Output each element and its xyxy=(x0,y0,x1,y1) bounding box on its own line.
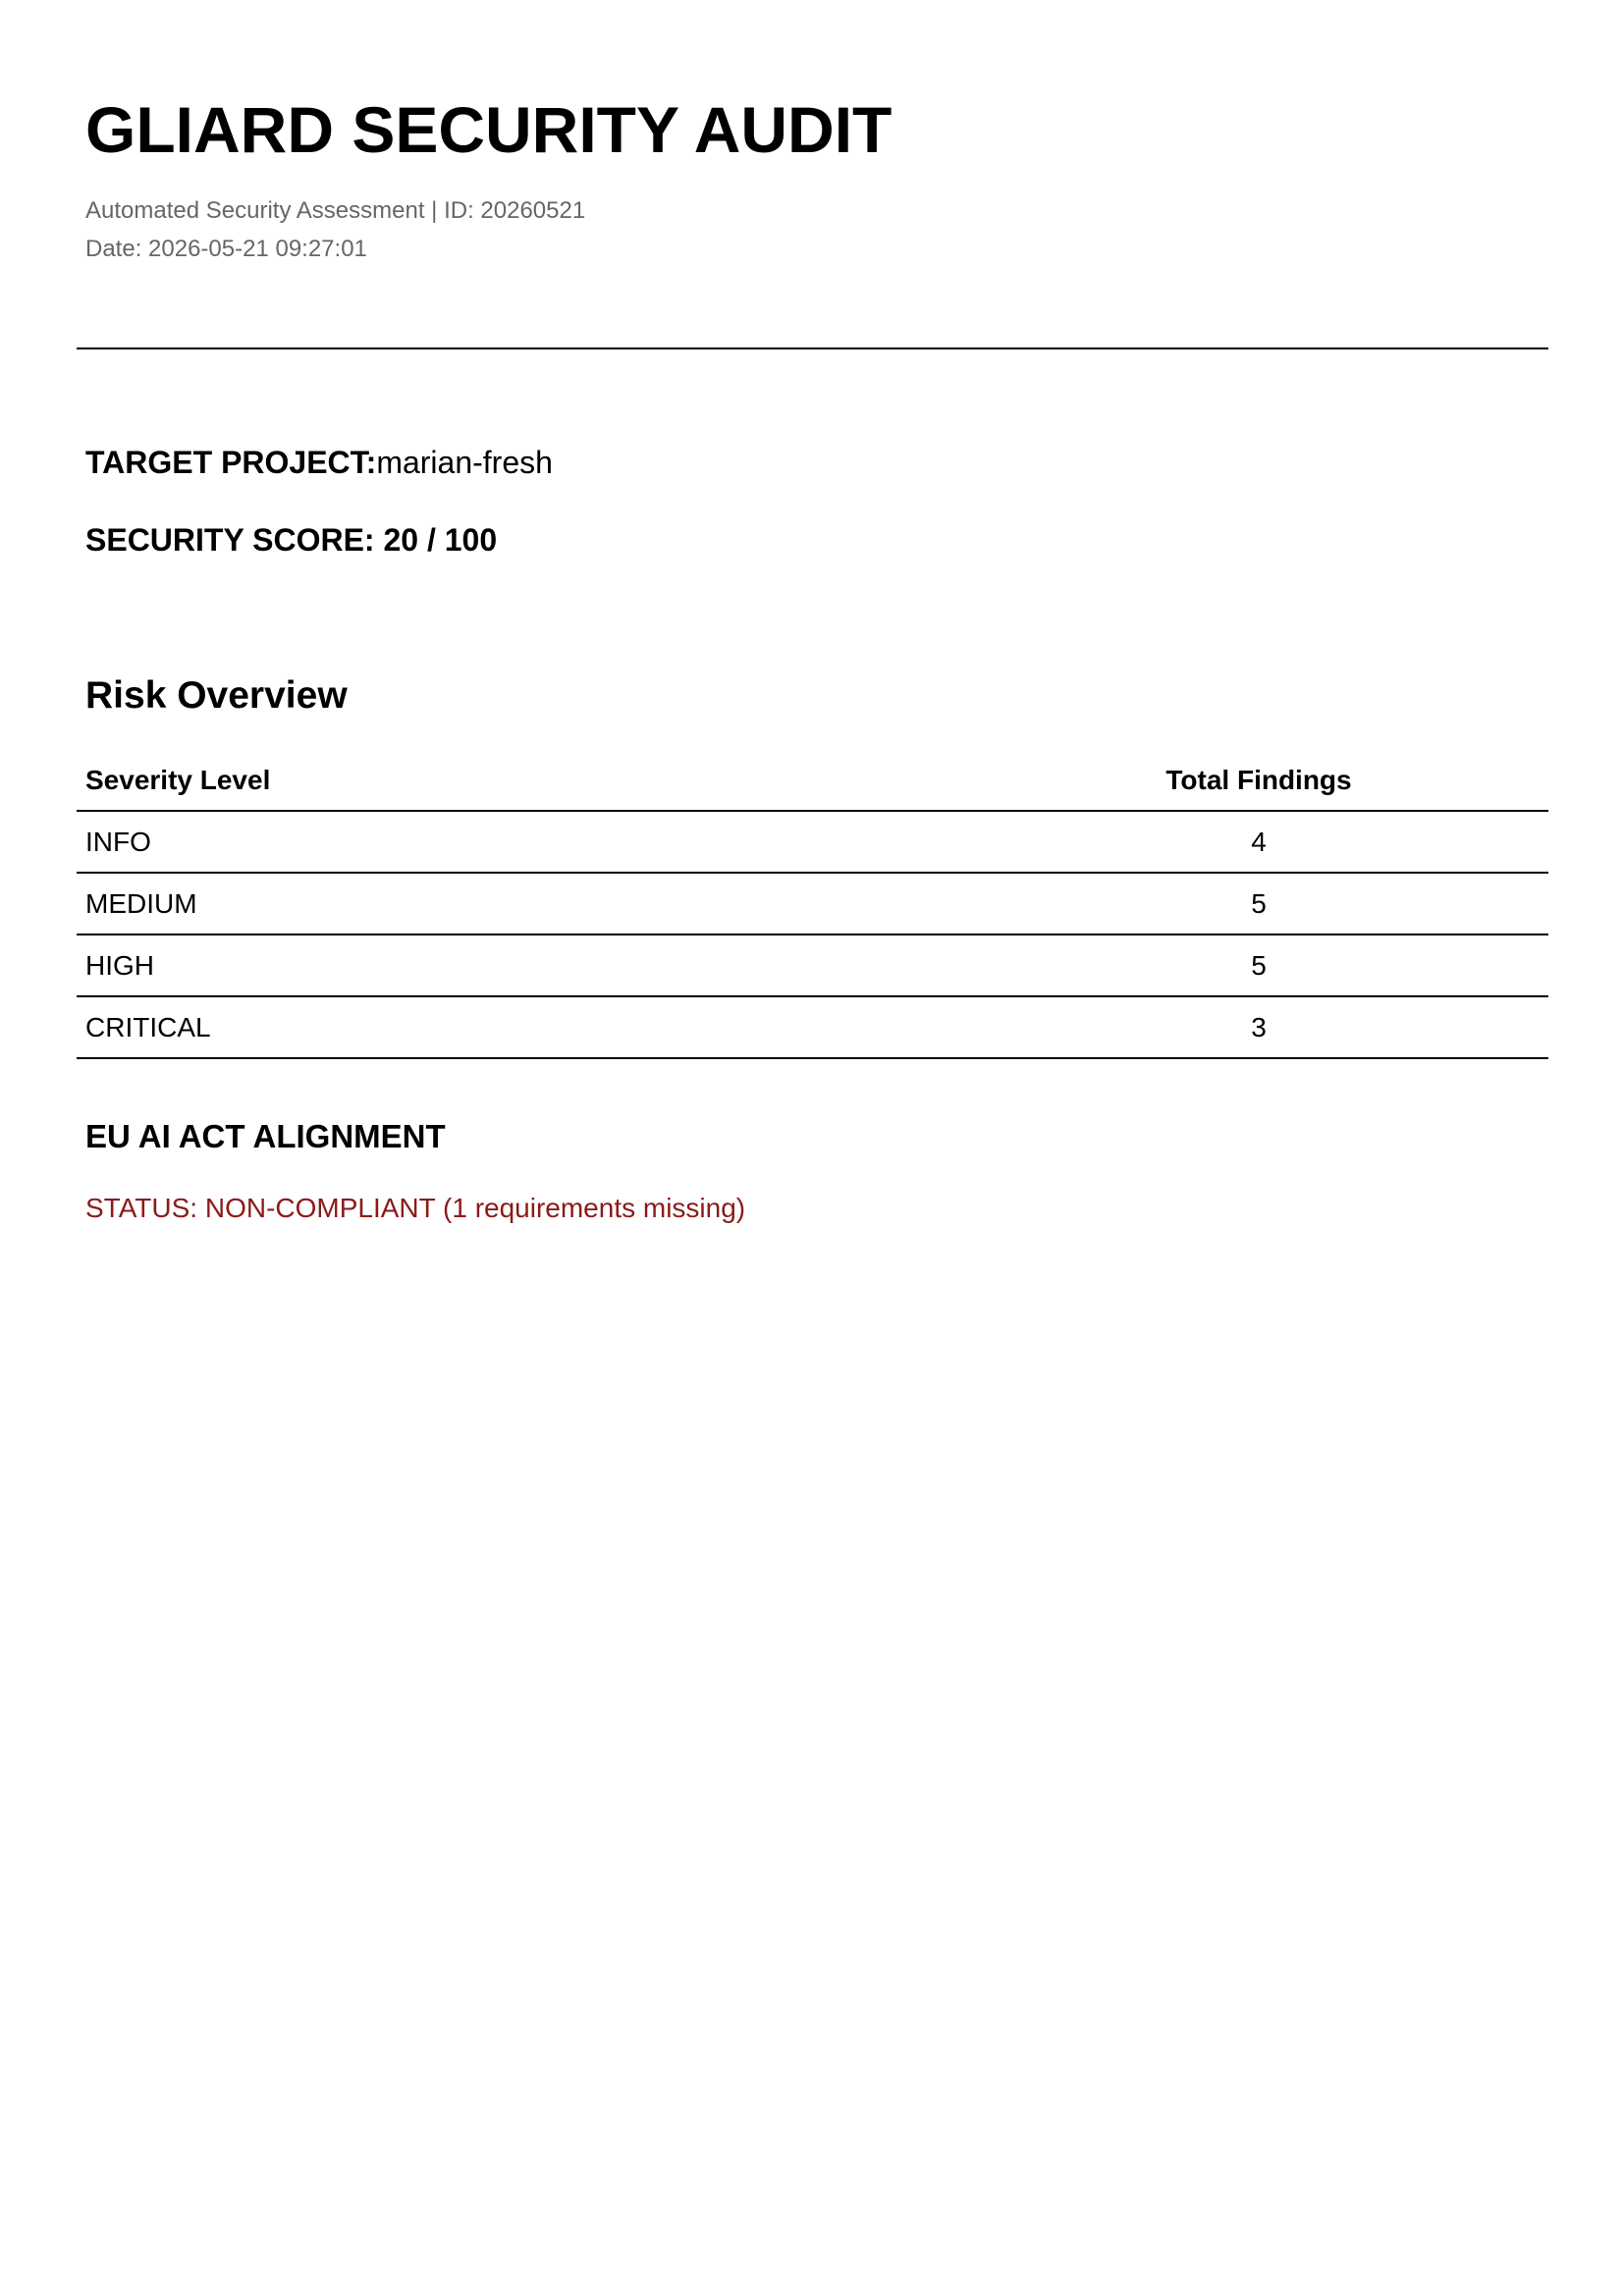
severity-level: HIGH xyxy=(85,950,154,981)
header-divider xyxy=(77,347,1548,349)
target-project-label: TARGET PROJECT: xyxy=(85,445,377,480)
findings-count: 5 xyxy=(1251,950,1267,981)
table-row xyxy=(77,997,1548,1059)
table-row xyxy=(77,874,1548,935)
report-title: GLIARD SECURITY AUDIT xyxy=(85,93,893,166)
risk-overview-heading: Risk Overview xyxy=(85,674,348,717)
findings-count: 5 xyxy=(1251,888,1267,919)
severity-level: CRITICAL xyxy=(85,1012,211,1042)
risk-overview-table xyxy=(77,759,1548,1059)
findings-count: 3 xyxy=(1251,1012,1267,1042)
compliance-status: STATUS: NON-COMPLIANT (1 requirements missing) xyxy=(85,1193,746,1223)
report-subtitle: Automated Security Assessment | ID: 20260521 xyxy=(85,197,586,224)
table-header-row xyxy=(77,759,1548,812)
column-header-findings: Total Findings xyxy=(1165,765,1352,795)
target-project-value: marian-fresh xyxy=(376,445,553,480)
eu-ai-act-heading: EU AI ACT ALIGNMENT xyxy=(85,1118,446,1154)
security-score: SECURITY SCORE: 20 / 100 xyxy=(85,522,498,558)
findings-count: 4 xyxy=(1251,827,1267,857)
report-date: Date: 2026-05-21 09:27:01 xyxy=(85,236,367,262)
severity-level: INFO xyxy=(85,827,151,857)
column-header-severity: Severity Level xyxy=(85,765,271,795)
table-row xyxy=(77,812,1548,874)
target-project xyxy=(85,443,553,482)
severity-level: MEDIUM xyxy=(85,888,197,919)
table-row xyxy=(77,935,1548,997)
